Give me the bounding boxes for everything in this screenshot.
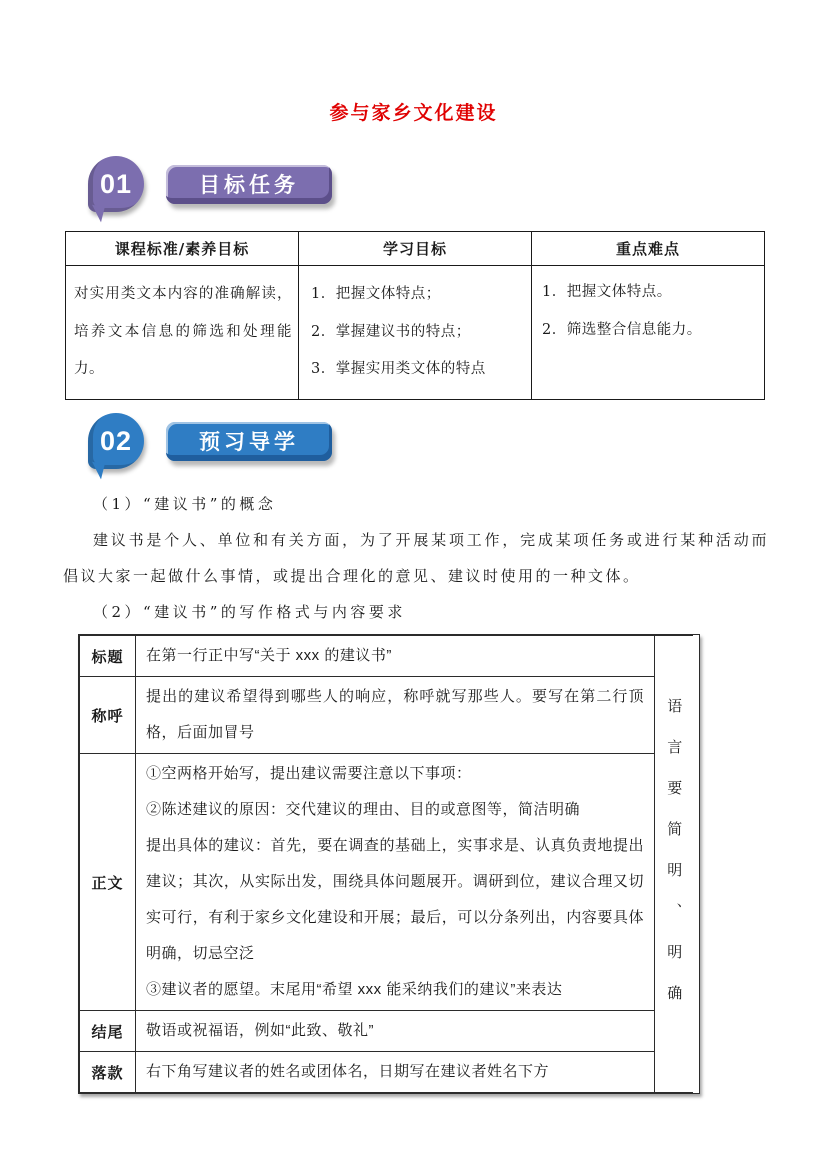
format-table	[79, 635, 693, 1093]
concept-body: 建议书是个人、单位和有关方面，为了开展某项工作，完成某项任务或进行某种活动而倡议大家一起做什么事情，或提出合理化的意见、建议时使用的一种文体。	[63, 531, 769, 586]
body-paragraph: 提出具体的建议：首先，要在调查的基础上，实事求是、认真负责地提出建议；其次，从实际出发，围绕具体问题展开。调研到位，建议合理又切实可行，有利于家乡文化建设和开展；最后，可以分条列出，内容要具体明确，切忌空泛	[146, 837, 644, 963]
body-paragraph: ②陈述建议的原因：交代建议的理由、目的或意图等，简洁明确	[146, 801, 581, 819]
goals-header-keypoints: 重点难点	[532, 232, 765, 266]
keypoint-item: 1．把握文体特点。	[542, 284, 672, 300]
section-header-02	[88, 410, 827, 472]
format-row-salutation	[80, 677, 693, 754]
format-table-frame	[78, 634, 700, 1094]
format-row-signature	[80, 1052, 693, 1093]
row-content: 敬语或祝福语，例如“此致、敬礼”	[136, 1011, 655, 1052]
objective-item: 1．把握文体特点；	[311, 286, 441, 302]
side-note-vertical-text: 语言要简明、明确	[665, 698, 683, 1027]
keypoint-item: 2．筛选整合信息能力。	[542, 321, 702, 338]
format-row-body	[80, 754, 693, 1011]
page-title: 参与家乡文化建设	[329, 103, 498, 124]
row-label: 落款	[80, 1052, 136, 1093]
goals-table-header-row	[66, 232, 765, 266]
row-content: 右下角写建议者的姓名或团体名，日期写在建议者姓名下方	[136, 1052, 655, 1093]
goals-table-body-row	[66, 266, 765, 400]
section-number: 02	[99, 425, 133, 456]
row-content: 在第一行正中写“关于 xxx 的建议书”	[136, 636, 655, 677]
row-content: 提出的建议希望得到哪些人的响应，称呼就写那些人。要写在第二行顶格，后面加冒号	[136, 677, 655, 754]
section-number: 01	[99, 168, 133, 199]
section-title: 目标任务	[199, 174, 299, 197]
goals-cell-standard: 对实用类文本内容的准确解读，培养文本信息的筛选和处理能力。	[66, 266, 299, 400]
goals-cell-keypoints	[532, 266, 765, 400]
side-note-cell	[655, 636, 693, 1093]
goals-table	[65, 231, 765, 400]
body-paragraph: ①空两格开始写，提出建议需要注意以下事项：	[146, 765, 472, 783]
section-02-title-pill	[166, 422, 332, 461]
concept-heading: （1）“建议书”的概念	[93, 495, 277, 514]
goals-cell-objectives	[299, 266, 532, 400]
row-label: 结尾	[80, 1011, 136, 1052]
format-row-closing	[80, 1011, 693, 1052]
format-row-title	[80, 636, 693, 677]
section-02-number-badge	[88, 413, 144, 469]
section-title: 预习导学	[199, 431, 299, 455]
goals-header-standard: 课程标准/素养目标	[66, 232, 299, 266]
section-01-title-pill	[166, 165, 332, 204]
body-paragraph: ③建议者的愿望。末尾用“希望 xxx 能采纳我们的建议”来表达	[146, 981, 563, 999]
section-01-number-badge	[88, 156, 144, 212]
preview-text-block	[63, 486, 769, 630]
section-header-01	[88, 153, 827, 215]
row-label: 标题	[80, 636, 136, 677]
row-content	[136, 754, 655, 1011]
objective-item: 2．掌握建议书的特点；	[311, 323, 471, 340]
objective-item: 3．掌握实用类文体的特点	[311, 361, 486, 378]
row-label: 称呼	[80, 677, 136, 754]
format-heading: （2）“建议书”的写作格式与内容要求	[93, 603, 406, 622]
row-label: 正文	[80, 754, 136, 1011]
goals-header-objectives: 学习目标	[299, 232, 532, 266]
